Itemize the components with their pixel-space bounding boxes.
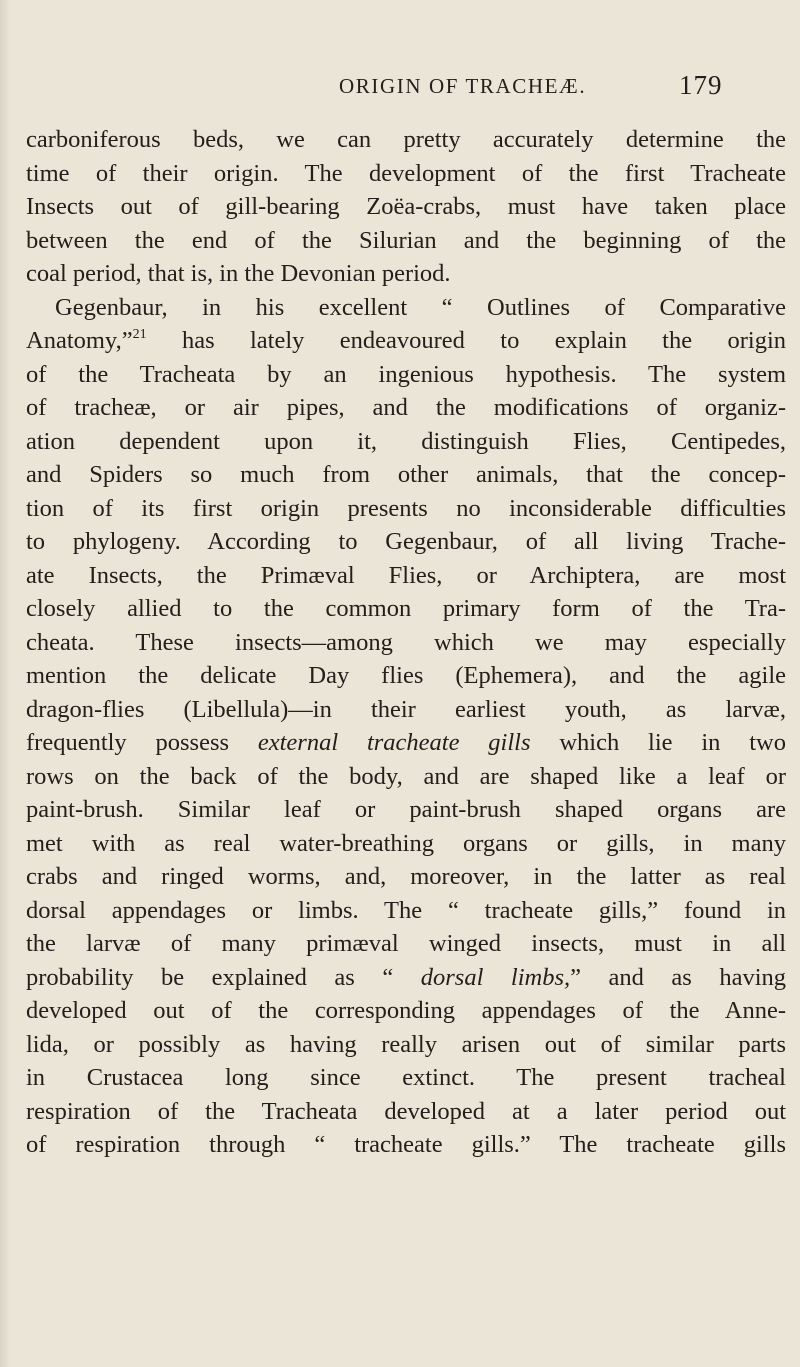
text-line: mention the delicate Day flies (Ephemera), and the agile (26, 662, 786, 689)
italic-phrase: dorsal limbs, (420, 963, 571, 991)
running-head (0, 70, 800, 110)
text-line: ation dependent upon it, distinguish Flies, Centipedes, (26, 427, 786, 455)
italic-phrase: external tracheate gills (257, 729, 531, 756)
text-line: cheata. These insects—among which we may especially (26, 628, 786, 656)
body-text (26, 123, 786, 1162)
text-line: of respiration through “ tracheate gills.” The tracheate gills (26, 1131, 786, 1158)
text-line: to phylogeny. According to Gegenbaur, of all living Trache- (26, 528, 786, 555)
text-line: coal period, that is, in the Devonian period. (26, 260, 451, 287)
text-line: of tracheæ, or air pipes, and the modifications of organiz- (26, 394, 786, 421)
text-line: respiration of the Tracheata developed at a later period out (26, 1097, 786, 1125)
text-line: time of their origin. The development of the first Tracheate (26, 159, 786, 187)
text-line: rows on the back of the body, and are shaped like a leaf or (26, 762, 786, 790)
footnote-ref: 21 (132, 327, 147, 342)
text-line: lida, or possibly as having really arisen out of similar parts (26, 1030, 786, 1058)
text-line: closely allied to the common primary form of the Tra- (26, 595, 786, 622)
text-line: dragon-flies (Libellula)—in their earliest youth, as larvæ, (26, 695, 786, 723)
text-line: probability be explained as “ dorsal limbs,” and as having (26, 963, 787, 991)
text-line: frequently possess external tracheate gills which lie in two (26, 729, 786, 756)
text-line: of the Tracheata by an ingenious hypothesis. The system (26, 360, 786, 388)
page-number: 179 (679, 70, 723, 100)
text-line: between the end of the Silurian and the beginning of the (26, 226, 786, 254)
text-line: dorsal appendages or limbs. The “ tracheate gills,” found in (26, 896, 786, 924)
text-line: Anatomy,”$^{21}$ has lately endeavoured to explain the origin (26, 327, 786, 354)
text-line: ate Insects, the Primæval Flies, or Archiptera, are most (26, 561, 786, 589)
text-line: the larvæ of many primæval winged insects, must in all (26, 930, 786, 957)
text-line: paint-brush. Similar leaf or paint-brush shaped organs are (26, 796, 786, 823)
text-line: and Spiders so much from other animals, that the concep- (26, 461, 786, 488)
gutter-shadow (0, 0, 10, 1367)
text-line: developed out of the corresponding appendages of the Anne- (26, 997, 786, 1024)
text-line: crabs and ringed worms, and, moreover, in the latter as real (26, 863, 786, 890)
text-line: Gegenbaur, in his excellent “ Outlines of Comparative (55, 293, 786, 321)
text-line: tion of its first origin presents no inconsiderable difficulties (26, 494, 786, 522)
text-line: Insects out of gill-bearing Zoëa-crabs, must have taken place (26, 193, 786, 220)
text-line: carboniferous beds, we can pretty accurately determine the (26, 126, 786, 153)
text-line: met with as real water-breathing organs or gills, in many (26, 829, 786, 857)
text-line: in Crustacea long since extinct. The present tracheal (26, 1064, 786, 1091)
running-title: ORIGIN OF TRACHEÆ. (339, 74, 587, 98)
